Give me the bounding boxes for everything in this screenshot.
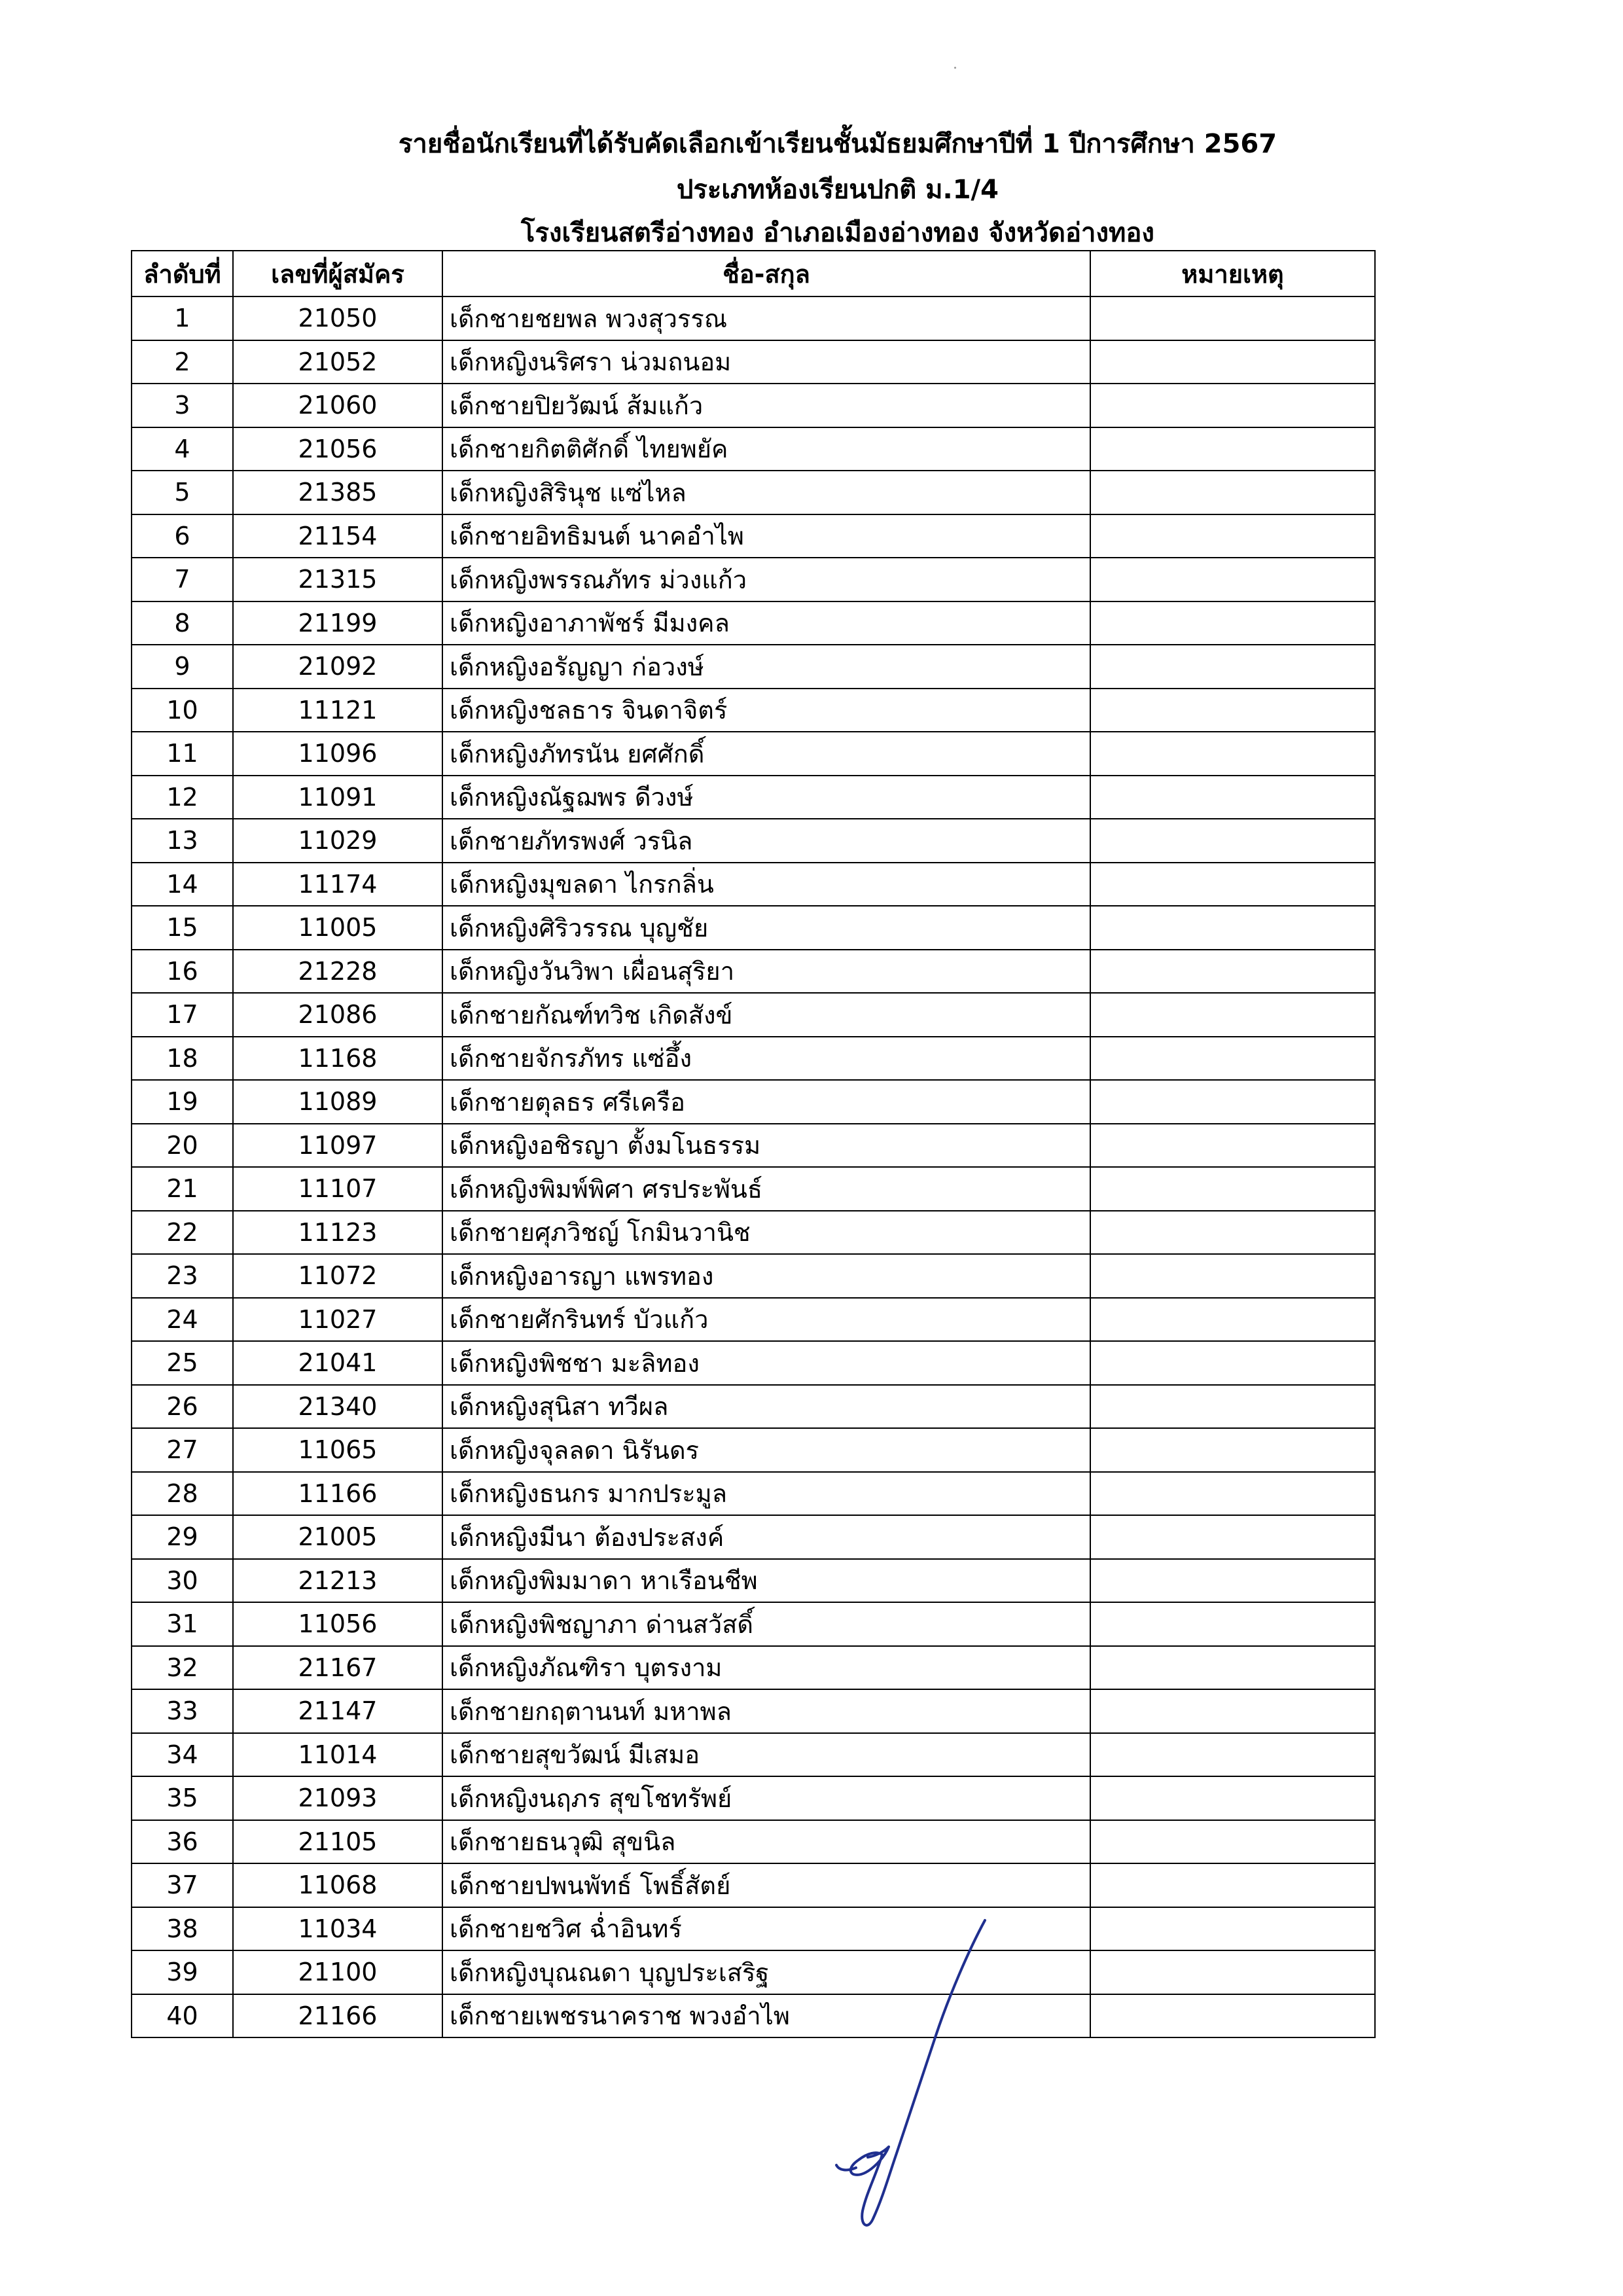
table-row [132, 1733, 1375, 1777]
order-cell: 3 [132, 384, 233, 427]
table-row [132, 1907, 1375, 1951]
table-row [132, 645, 1375, 689]
remarks-cell [1090, 427, 1375, 471]
applicant-id-cell: 21050 [233, 296, 442, 340]
table-row [132, 384, 1375, 427]
remarks-cell [1090, 340, 1375, 384]
remarks-cell [1090, 993, 1375, 1037]
full-name-cell: เด็กชายชยพล พวงสุวรรณ [442, 296, 1090, 340]
applicant-id-cell: 11027 [233, 1298, 442, 1342]
applicant-id-cell: 21154 [233, 514, 442, 558]
remarks-cell [1090, 645, 1375, 689]
order-cell: 40 [132, 1994, 233, 2038]
order-cell: 2 [132, 340, 233, 384]
full-name-cell: เด็กชายกิตติศักดิ์ ไทยพยัค [442, 427, 1090, 471]
applicant-id-cell: 11034 [233, 1907, 442, 1951]
full-name-cell: เด็กชายสุขวัฒน์ มีเสมอ [442, 1733, 1090, 1777]
order-cell: 33 [132, 1689, 233, 1733]
applicant-id-cell: 21056 [233, 427, 442, 471]
remarks-cell [1090, 1602, 1375, 1646]
remarks-cell [1090, 1863, 1375, 1907]
applicant-id-cell: 21147 [233, 1689, 442, 1733]
remarks-cell [1090, 1254, 1375, 1298]
order-cell: 29 [132, 1515, 233, 1559]
full-name-cell: เด็กชายปิยวัฒน์ ส้มแก้ว [442, 384, 1090, 427]
remarks-cell [1090, 1559, 1375, 1603]
remarks-cell [1090, 1341, 1375, 1385]
applicant-id-cell: 11029 [233, 819, 442, 863]
table-row [132, 1776, 1375, 1820]
table-body [132, 296, 1375, 2037]
full-name-cell: เด็กชายอิทธิมนต์ นาคอำไพ [442, 514, 1090, 558]
table-row [132, 1037, 1375, 1081]
full-name-cell: เด็กชายเพชรนาคราช พวงอำไพ [442, 1994, 1090, 2038]
full-name-cell: เด็กหญิงพิชชา มะลิทอง [442, 1341, 1090, 1385]
full-name-cell: เด็กหญิงนฤภร สุขโชทรัพย์ [442, 1776, 1090, 1820]
applicant-id-cell: 21041 [233, 1341, 442, 1385]
header-order: ลำดับที่ [132, 251, 233, 296]
table-row [132, 296, 1375, 340]
applicant-id-cell: 21100 [233, 1950, 442, 1994]
applicant-id-cell: 11168 [233, 1037, 442, 1081]
remarks-cell [1090, 296, 1375, 340]
full-name-cell: เด็กหญิงนริศรา น่วมถนอม [442, 340, 1090, 384]
table-row [132, 1994, 1375, 2038]
applicant-id-cell: 11005 [233, 906, 442, 950]
applicant-id-cell: 21228 [233, 950, 442, 994]
table-row [132, 1820, 1375, 1864]
full-name-cell: เด็กหญิงบุณณดา บุญประเสริฐ [442, 1950, 1090, 1994]
full-name-cell: เด็กหญิงชลธาร จินดาจิตร์ [442, 689, 1090, 732]
remarks-cell [1090, 1124, 1375, 1168]
table-row [132, 558, 1375, 601]
table-row [132, 1385, 1375, 1429]
applicant-id-cell: 21105 [233, 1820, 442, 1864]
table-row [132, 1863, 1375, 1907]
table-row [132, 1254, 1375, 1298]
remarks-cell [1090, 1385, 1375, 1429]
full-name-cell: เด็กชายภัทรพงศ์ วรนิล [442, 819, 1090, 863]
remarks-cell [1090, 1820, 1375, 1864]
table-row [132, 950, 1375, 994]
full-name-cell: เด็กหญิงจุลลดา นิรันดร [442, 1428, 1090, 1472]
remarks-cell [1090, 1037, 1375, 1081]
order-cell: 31 [132, 1602, 233, 1646]
order-cell: 16 [132, 950, 233, 994]
applicant-id-cell: 11166 [233, 1472, 442, 1516]
order-cell: 21 [132, 1167, 233, 1211]
header-full-name: ชื่อ-สกุล [442, 251, 1090, 296]
full-name-cell: เด็กหญิงสุนิสา ทวีผล [442, 1385, 1090, 1429]
full-name-cell: เด็กชายปพนพัทธ์ โพธิ์สัตย์ [442, 1863, 1090, 1907]
applicant-id-cell: 11091 [233, 776, 442, 819]
table-row [132, 1602, 1375, 1646]
order-cell: 11 [132, 732, 233, 776]
order-cell: 15 [132, 906, 233, 950]
applicant-id-cell: 21092 [233, 645, 442, 689]
table-header-row [132, 251, 1375, 296]
full-name-cell: เด็กชายชวิศ ฉ่ำอินทร์ [442, 1907, 1090, 1951]
remarks-cell [1090, 863, 1375, 906]
applicant-id-cell: 11068 [233, 1863, 442, 1907]
full-name-cell: เด็กหญิงมีนา ต้องประสงค์ [442, 1515, 1090, 1559]
table-row [132, 471, 1375, 514]
remarks-cell [1090, 732, 1375, 776]
order-cell: 7 [132, 558, 233, 601]
remarks-cell [1090, 689, 1375, 732]
remarks-cell [1090, 1472, 1375, 1516]
order-cell: 9 [132, 645, 233, 689]
full-name-cell: เด็กหญิงศิริวรรณ บุญชัย [442, 906, 1090, 950]
table-row [132, 1472, 1375, 1516]
remarks-cell [1090, 601, 1375, 645]
full-name-cell: เด็กหญิงพรรณภัทร ม่วงแก้ว [442, 558, 1090, 601]
order-cell: 30 [132, 1559, 233, 1603]
table-row [132, 863, 1375, 906]
table-row [132, 1646, 1375, 1690]
full-name-cell: เด็กหญิงวันวิพา เผื่อนสุริยา [442, 950, 1090, 994]
order-cell: 37 [132, 1863, 233, 1907]
applicant-id-cell: 11072 [233, 1254, 442, 1298]
full-name-cell: เด็กหญิงพิมพ์พิศา ศรประพันธ์ [442, 1167, 1090, 1211]
applicant-id-cell: 21315 [233, 558, 442, 601]
order-cell: 22 [132, 1211, 233, 1255]
full-name-cell: เด็กชายธนวุฒิ สุขนิล [442, 1820, 1090, 1864]
order-cell: 4 [132, 427, 233, 471]
applicant-id-cell: 21340 [233, 1385, 442, 1429]
order-cell: 26 [132, 1385, 233, 1429]
applicant-id-cell: 11121 [233, 689, 442, 732]
remarks-cell [1090, 1646, 1375, 1690]
applicant-id-cell: 21005 [233, 1515, 442, 1559]
order-cell: 34 [132, 1733, 233, 1777]
table-row [132, 906, 1375, 950]
table-row [132, 1515, 1375, 1559]
applicant-id-cell: 21213 [233, 1559, 442, 1603]
full-name-cell: เด็กหญิงมุขลดา ไกรกลิ่น [442, 863, 1090, 906]
full-name-cell: เด็กหญิงณัฐฌพร ดีวงษ์ [442, 776, 1090, 819]
applicant-id-cell: 21093 [233, 1776, 442, 1820]
order-cell: 17 [132, 993, 233, 1037]
table-row [132, 819, 1375, 863]
order-cell: 27 [132, 1428, 233, 1472]
table-row [132, 1341, 1375, 1385]
order-cell: 5 [132, 471, 233, 514]
full-name-cell: เด็กชายกฤตานนท์ มหาพล [442, 1689, 1090, 1733]
full-name-cell: เด็กหญิงอาภาพัชร์ มีมงคล [442, 601, 1090, 645]
remarks-cell [1090, 906, 1375, 950]
applicant-id-cell: 11014 [233, 1733, 442, 1777]
header-applicant-id: เลขที่ผู้สมัคร [233, 251, 442, 296]
remarks-cell [1090, 514, 1375, 558]
title-line-3: โรงเรียนสตรีอ่างทอง อำเภอเมืองอ่างทอง จังหวัดอ่างทอง [521, 218, 1154, 248]
order-cell: 35 [132, 1776, 233, 1820]
table-row [132, 340, 1375, 384]
table-row [132, 1167, 1375, 1211]
title-line-1: รายชื่อนักเรียนที่ได้รับคัดเลือกเข้าเรียนชั้นมัธยมศึกษาปีที่ 1 ปีการศึกษา 2567 [398, 129, 1277, 159]
order-cell: 24 [132, 1298, 233, 1342]
table-row [132, 1689, 1375, 1733]
header-remarks: หมายเหตุ [1090, 251, 1375, 296]
remarks-cell [1090, 1733, 1375, 1777]
full-name-cell: เด็กหญิงอชิรญา ตั้งมโนธรรม [442, 1124, 1090, 1168]
full-name-cell: เด็กหญิงพิชญาภา ด่านสวัสดิ์ [442, 1602, 1090, 1646]
signature [805, 1911, 1001, 2238]
order-cell: 6 [132, 514, 233, 558]
remarks-cell [1090, 384, 1375, 427]
full-name-cell: เด็กหญิงพิมมาดา หาเรือนชีพ [442, 1559, 1090, 1603]
full-name-cell: เด็กหญิงสิรินุช แซ่ไหล [442, 471, 1090, 514]
applicant-id-cell: 11056 [233, 1602, 442, 1646]
applicant-id-cell: 11107 [233, 1167, 442, 1211]
full-name-cell: เด็กชายจักรภัทร แซ่อึ้ง [442, 1037, 1090, 1081]
order-cell: 12 [132, 776, 233, 819]
table-row [132, 1080, 1375, 1124]
applicant-id-cell: 21166 [233, 1994, 442, 2038]
order-cell: 20 [132, 1124, 233, 1168]
full-name-cell: เด็กหญิงภัทรนัน ยศศักดิ์ [442, 732, 1090, 776]
applicant-id-cell: 21060 [233, 384, 442, 427]
remarks-cell [1090, 776, 1375, 819]
order-cell: 38 [132, 1907, 233, 1951]
table-row [132, 427, 1375, 471]
remarks-cell [1090, 558, 1375, 601]
full-name-cell: เด็กหญิงอรัญญา ก่อวงษ์ [442, 645, 1090, 689]
scan-speck [954, 67, 956, 69]
applicant-id-cell: 11123 [233, 1211, 442, 1255]
student-list-table [131, 250, 1376, 2038]
full-name-cell: เด็กหญิงอารญา แพรทอง [442, 1254, 1090, 1298]
order-cell: 32 [132, 1646, 233, 1690]
full-name-cell: เด็กชายศักรินทร์ บัวแก้ว [442, 1298, 1090, 1342]
table-row [132, 732, 1375, 776]
order-cell: 25 [132, 1341, 233, 1385]
remarks-cell [1090, 1167, 1375, 1211]
table-row [132, 1298, 1375, 1342]
applicant-id-cell: 11174 [233, 863, 442, 906]
applicant-id-cell: 11097 [233, 1124, 442, 1168]
remarks-cell [1090, 1515, 1375, 1559]
table-row [132, 1950, 1375, 1994]
applicant-id-cell: 11089 [233, 1080, 442, 1124]
order-cell: 23 [132, 1254, 233, 1298]
table-row [132, 1428, 1375, 1472]
applicant-id-cell: 21052 [233, 340, 442, 384]
table-row [132, 1559, 1375, 1603]
table-row [132, 514, 1375, 558]
order-cell: 36 [132, 1820, 233, 1864]
applicant-id-cell: 21086 [233, 993, 442, 1037]
order-cell: 39 [132, 1950, 233, 1994]
remarks-cell [1090, 1776, 1375, 1820]
title-line-2: ประเภทห้องเรียนปกติ ม.1/4 [677, 175, 999, 205]
full-name-cell: เด็กหญิงภัณฑิรา บุตรงาม [442, 1646, 1090, 1690]
order-cell: 14 [132, 863, 233, 906]
order-cell: 28 [132, 1472, 233, 1516]
remarks-cell [1090, 1211, 1375, 1255]
order-cell: 18 [132, 1037, 233, 1081]
table-row [132, 993, 1375, 1037]
applicant-id-cell: 11065 [233, 1428, 442, 1472]
applicant-id-cell: 21167 [233, 1646, 442, 1690]
full-name-cell: เด็กหญิงธนกร มากประมูล [442, 1472, 1090, 1516]
applicant-id-cell: 11096 [233, 732, 442, 776]
applicant-id-cell: 21385 [233, 471, 442, 514]
applicant-id-cell: 21199 [233, 601, 442, 645]
full-name-cell: เด็กชายกัณฑ์ทวิช เกิดสังข์ [442, 993, 1090, 1037]
table-row [132, 1211, 1375, 1255]
table-row [132, 1124, 1375, 1168]
remarks-cell [1090, 1689, 1375, 1733]
remarks-cell [1090, 1994, 1375, 2038]
full-name-cell: เด็กชายศุภวิชญ์ โกมินวานิช [442, 1211, 1090, 1255]
order-cell: 13 [132, 819, 233, 863]
remarks-cell [1090, 1428, 1375, 1472]
order-cell: 1 [132, 296, 233, 340]
remarks-cell [1090, 1907, 1375, 1951]
order-cell: 19 [132, 1080, 233, 1124]
full-name-cell: เด็กชายตุลธร ศรีเครือ [442, 1080, 1090, 1124]
table-row [132, 601, 1375, 645]
remarks-cell [1090, 1080, 1375, 1124]
table-row [132, 776, 1375, 819]
order-cell: 10 [132, 689, 233, 732]
remarks-cell [1090, 1950, 1375, 1994]
remarks-cell [1090, 950, 1375, 994]
remarks-cell [1090, 819, 1375, 863]
remarks-cell [1090, 1298, 1375, 1342]
remarks-cell [1090, 471, 1375, 514]
table-row [132, 689, 1375, 732]
order-cell: 8 [132, 601, 233, 645]
